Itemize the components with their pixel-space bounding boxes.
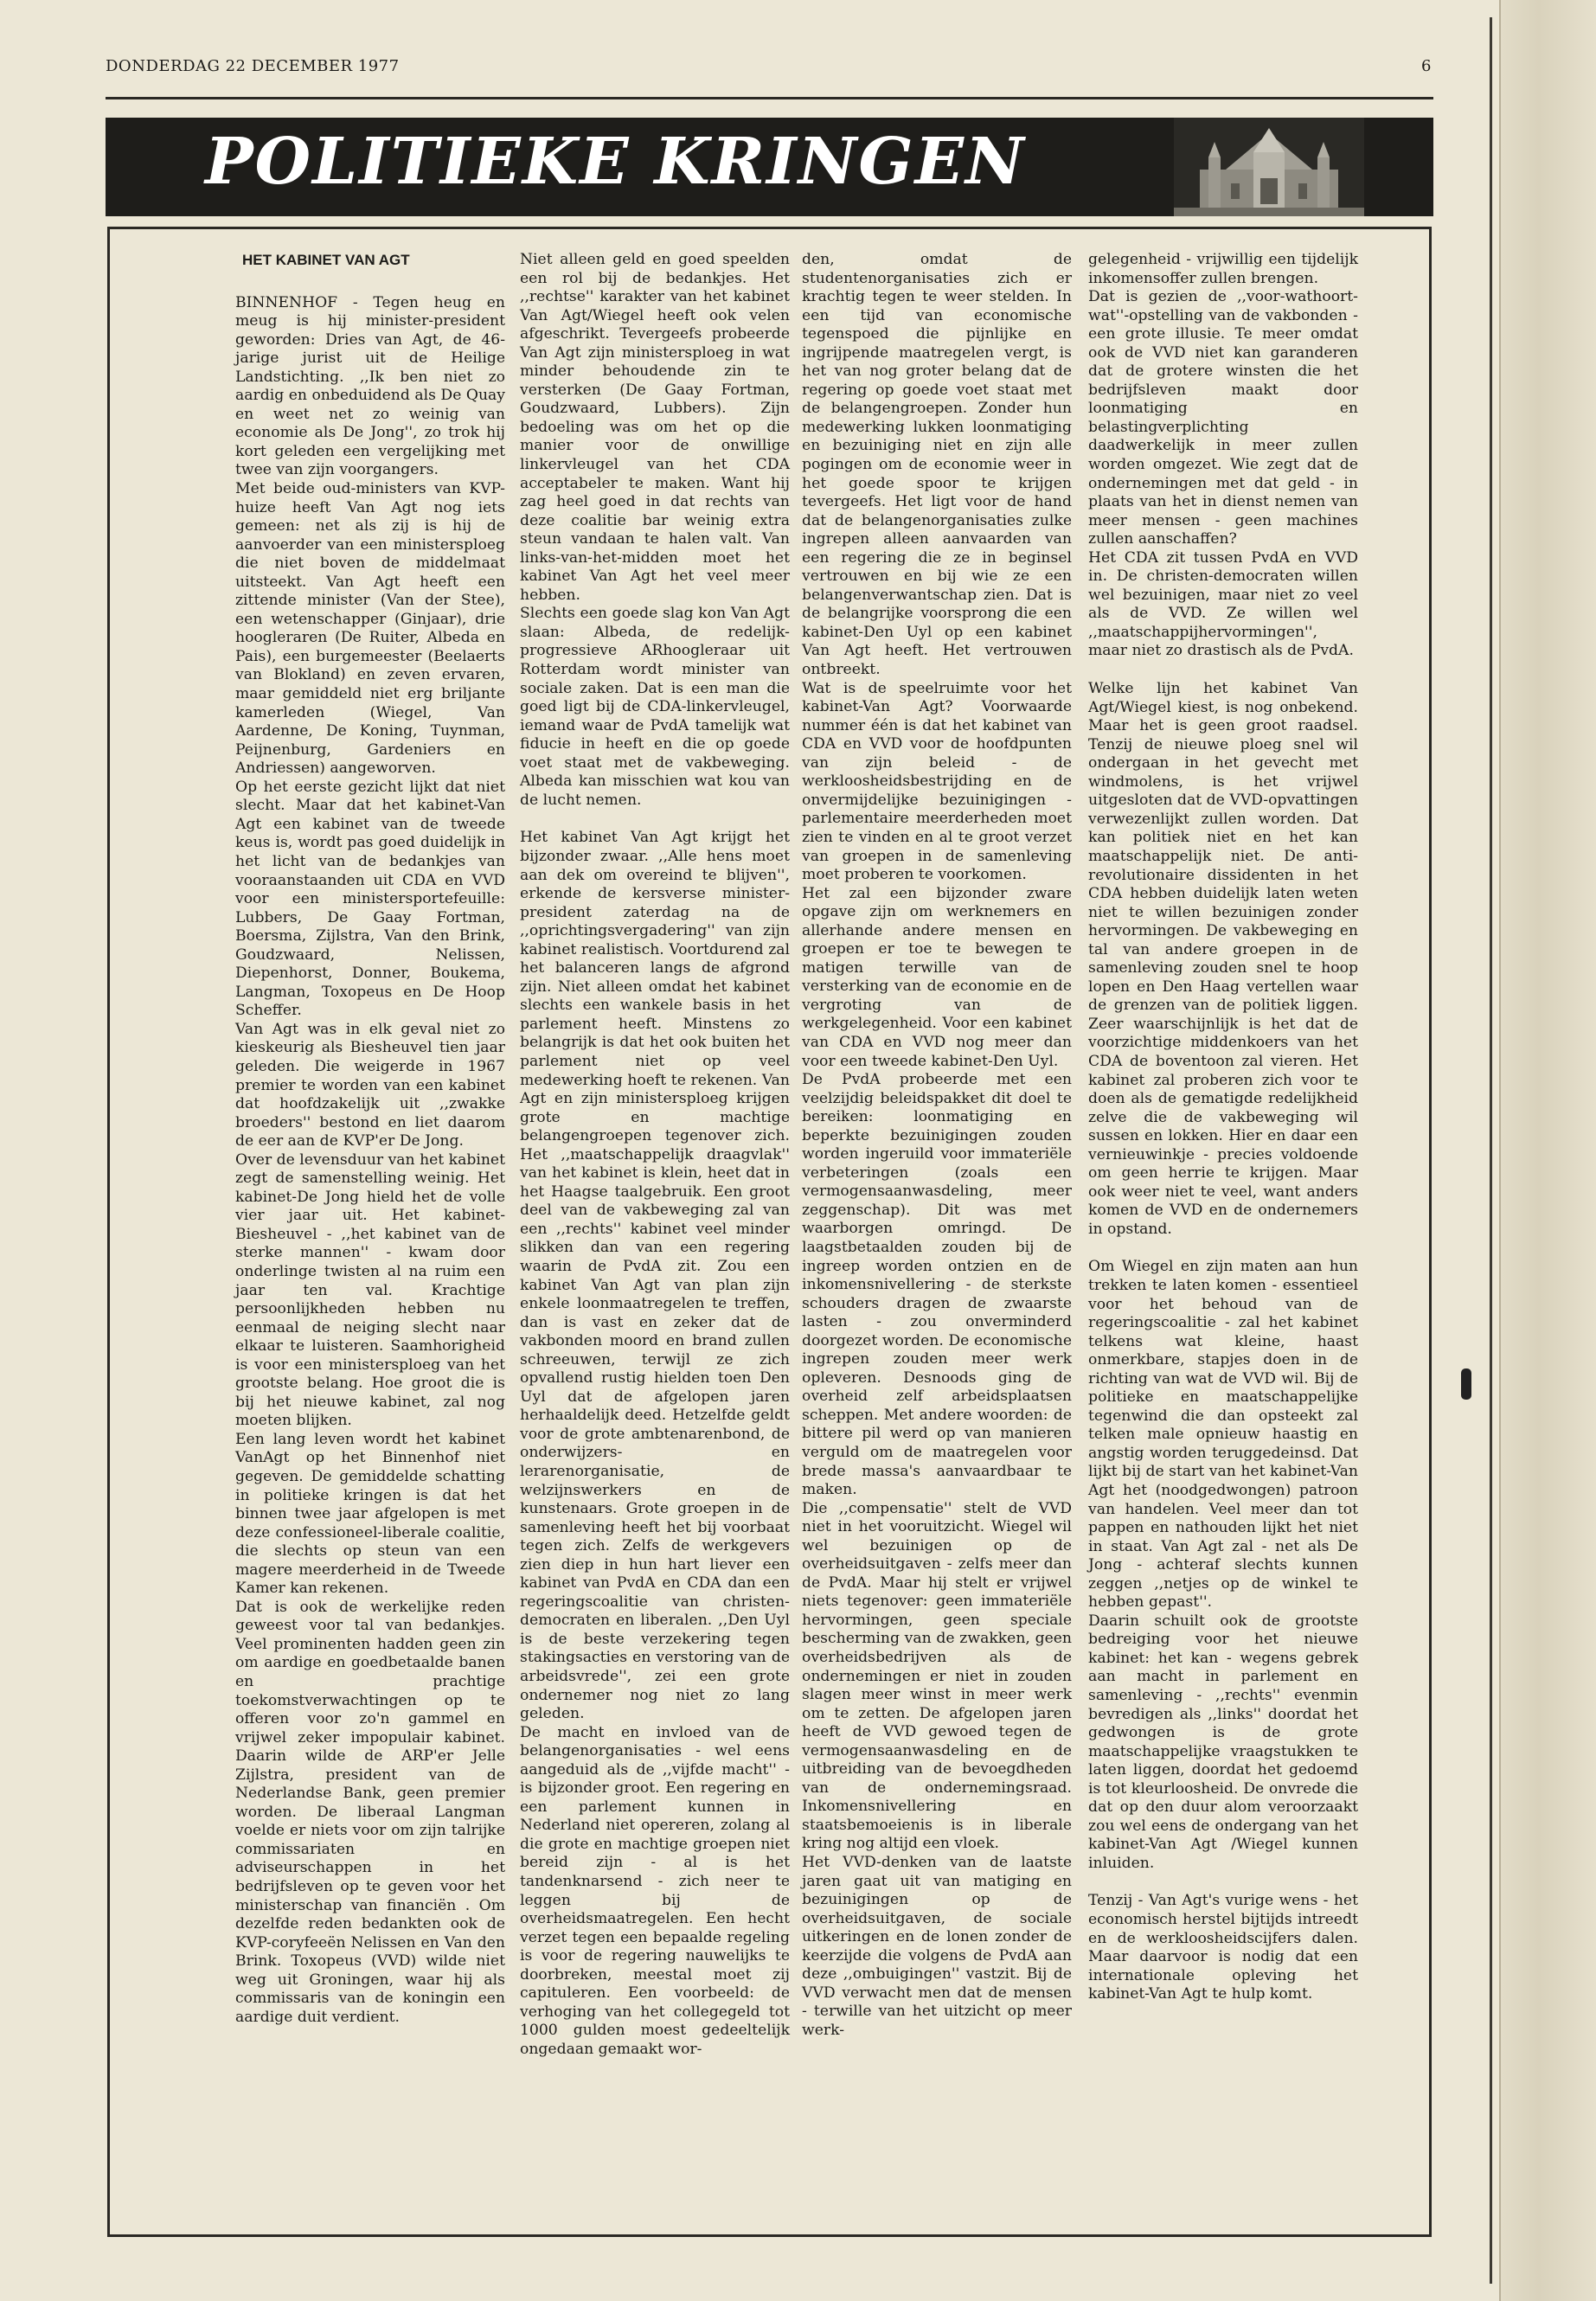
paragraph: Om Wiegel en zijn maten aan hun trekken te laten komen - essentieel voor het behoud van de regeringscoalitie - zal het kabinet telkens wat kleine, haast onmerkbare, stapjes doen in de richting van wat de VVD wil. Bij de politieke en maatschappelijke tegenwind die dan opsteekt zal telken male opnieuw haastig en angstig worden teruggedeinsd. Dat lijkt bij de start van het kabinet-Van Agt het (noodgedwongen) patroon van handelen. Veel meer dan tot pappen en nathouden lijkt het niet in staat. Van Agt zal - net als De Jong - achteraf slechts kunnen zeggen ,,netjes op de winkel te hebben gepast''.: [1088, 1258, 1358, 1612]
paragraph: De PvdA probeerde met een veelzijdig beleidspakket dit doel te bereiken: loonmatiging en beperkte bezuinigingen zouden worden ingeruild voor immateriële verbeteringen (zoals een vermogensaanwasdeling, meer zeggenschap). Dit was met waarborgen omringd. De laagstbetaalden zouden bij de ingreep worden ontzien en de inkomensnivellering - de sterkste schouders dragen de zwaarste lasten - zou onverminderd doorgezet worden. De economische ingrepen zouden meer werk opleveren. Desnoods ging de overheid zelf arbeidsplaatsen scheppen. Met andere woorden: de bittere pil werd op van manieren verguld om de maatregelen voor brede massa's aanvaardbaar te maken.: [802, 1071, 1072, 1499]
paragraph: BINNENHOF - Tegen heug en meug is hij minister-president geworden: Dries van Agt, de 46-jarige jurist uit de Heilige Landstichting. ,,Ik ben niet zo aardig en onbeduidend als De Quay en weet net zo weinig van economie als De Jong'', zo trok hij kort geleden een vergelijking met twee van zijn voorgangers.: [235, 293, 505, 479]
paragraph: Tenzij - Van Agt's vurige wens - het economisch herstel bijtijds intreedt en de werkloosheidscijfers dalen. Maar daarvoor is nodig dat een internationale opleving het kabinet-Van Agt te hulp komt.: [1088, 1892, 1358, 2003]
section-title: POLITIEKE KRINGEN: [205, 125, 1026, 199]
paragraph: Het zal een bijzonder zware opgave zijn om werknemers en allerhande andere mensen en groepen er toe te bewegen te matigen terwille van de versterking van de economie en de vergroting van de werkgelegenheid. Voor een kabinet van CDA en VVD nog meer dan voor een tweede kabinet-Den Uyl.: [802, 884, 1072, 1070]
paragraph: Dat is ook de werkelijke reden geweest voor tal van bedankjes. Veel prominenten hadden geen zin om aardige en goedbetaalde banen en prachtige toekomstverwachtingen op te offeren voor zo'n gammel en vrijwel zeker impopulair kabinet. Daarin wilde de ARP'er Jelle Zijlstra, president van de Nederlandse Bank, geen premier worden. De liberaal Langman voelde er niets voor om zijn talrijke commissariaten en adviseurschappen in het bedrijfsleven op te geven voor het ministerschap van financiën . Om dezelfde reden bedankten ook de KVP-coryfeeën Nelissen en Van den Brink. Toxopeus (VVD) wilde niet weg uit Groningen, waar hij als commissaris van de koningin een aardige duit verdient.: [235, 1598, 505, 2026]
binnenhof-building-illustration: [1174, 118, 1364, 216]
paragraph: Met beide oud-ministers van KVP-huize heeft Van Agt nog iets gemeen: net als zij is hij de aanvoerder van een ministersploeg die niet boven de middelmaat uitsteekt. Van Agt heeft een zittende minister (Van der Stee), een wetenschapper (Ginjaar), drie hoogleraren (De Ruiter, Albeda en Pais), een burgemeester (Beelaerts van Blokland) en zeven ervaren, maar gemiddeld niet erg briljante kamerleden (Wiegel, Van Aardenne, De Koning, Tuynman, Peijnenburg, Gardeniers en Andriessen) aangeworven.: [235, 480, 505, 778]
page-number: 6: [1421, 57, 1432, 75]
paragraph: Het VVD-denken van de laatste jaren gaat uit van matiging en bezuinigingen op de overheidsuitgaven, de sociale uitkeringen en de lonen zonder de keerzijde die volgens de PvdA aan deze ,,ombuigingen'' vastzit. Bij de VVD verwacht men dat de mensen - terwille van het uitzicht op meer werk-: [802, 1854, 1072, 2039]
paragraph: Slechts een goede slag kon Van Agt slaan: Albeda, de redelijk-progressieve ARhoogleraar uit Rotterdam wordt minister van sociale zaken. Dat is een man die goed ligt bij de CDA-linkervleugel, iemand waar de PvdA tamelijk wat fiducie in heeft en die op goede voet staat met de vakbeweging. Albeda kan misschien wat kou van de lucht nemen.: [520, 605, 790, 809]
paragraph: Het kabinet Van Agt krijgt het bijzonder zwaar. ,,Alle hens moet aan dek om overeind te blijven'', erkende de kersverse minister-president zaterdag na de ,,oprichtingsvergadering'' van zijn kabinet realistisch. Voortdurend zal het balanceren langs de afgrond zijn. Niet alleen omdat het kabinet slechts een wankele basis in het parlement heeft. Minstens zo belangrijk is dat het ook buiten het parlement niet op veel medewerking hoeft te rekenen. Van Agt en zijn ministersploeg krijgen grote en machtige belangengroepen tegenover zich. Het ,,maatschappelijk draagvlak'' van het kabinet is klein, heet dat in het Haagse taalgebruik. Een groot deel van de vakbeweging zal van een ,,rechts'' kabinet veel minder slikken dan van een regering waarin de PvdA zit. Zou een kabinet Van Agt van plan zijn enkele loonmaatregelen te treffen, dan is vast en zeker dat de vakbonden moord en brand zullen schreeuwen, terwijl ze zich opvallend rustig hielden toen Den Uyl dat de afgelopen jaren herhaaldelijk deed. Hetzelfde geldt voor de grote ambtenarenbond, de onderwijzers- en lerarenorganisatie, de welzijnswerkers en de kunstenaars. Grote groepen in de samenleving heeft het bij voorbaat tegen zich. Zelfs de werkgevers zien diep in hun hart liever een kabinet van PvdA en CDA dan een regeringscoalitie van christen-democraten en liberalen. ,,Den Uyl is de beste verzekering tegen stakingsacties en verstoring van de arbeidsvrede'', zei een grote ondernemer nog niet zo lang geleden.: [520, 829, 790, 1723]
page-fold-line: [1490, 17, 1492, 2284]
paragraph: gelegenheid - vrijwillig een tijdelijk inkomensoffer zullen brengen.: [1088, 251, 1358, 287]
article-column-1: [235, 251, 505, 2027]
adjacent-page-edge: [1499, 0, 1596, 2301]
article-column-2: [520, 251, 790, 2060]
article-headline: HET KABINET VAN AGT: [242, 252, 410, 268]
paragraph: Het CDA zit tussen PvdA en VVD in. De christen-democraten willen wel bezuinigen, maar niet zo veel als de VVD. Ze willen wel ,,maatschappijhervormingen'', maar niet zo drastisch als de PvdA.: [1088, 548, 1358, 660]
paragraph: Wat is de speelruimte voor het kabinet-Van Agt? Voorwaarde nummer één is dat het kabinet van CDA en VVD voor de hoofdpunten van zijn beleid - de werkloosheidsbestrijding en de onvermijdelijke bezuinigingen - parlementaire meerderheden moet zien te vinden en al te groot verzet van groepen in de samenleving moet proberen te voorkomen.: [802, 679, 1072, 884]
paragraph: Op het eerste gezicht lijkt dat niet slecht. Maar dat het kabinet-Van Agt een kabinet van de tweede keus is, wordt pas goed duidelijk in het licht van de bedankjes van vooraanstaanden uit CDA en VVD voor een ministersportefeuille: Lubbers, De Gaay Fortman, Boersma, Zijlstra, Van den Brink, Goudzwaard, Nelissen, Diepenhorst, Donner, Boukema, Langman, Toxopeus en De Hoop Scheffer.: [235, 778, 505, 1020]
issue-date: DONDERDAG 22 DECEMBER 1977: [106, 57, 400, 75]
paragraph: De macht en invloed van de belangenorganisaties - wel eens aangeduid als de ,,vijfde macht'' - is bijzonder groot. Een regering en een parlement kunnen in Nederland niet opereren, zolang al die grote en machtige groepen niet bereid zijn - al is het tandenknarsend - zich neer te leggen bij de overheidsmaatregelen. Een hecht verzet tegen een bepaalde regeling is voor de regering nauwelijks te doorbreken, meestal moet zij capituleren. Een voorbeeld: de verhoging van het collegegeld tot 1000 gulden moest gedeeltelijk ongedaan gemaakt wor-: [520, 1723, 790, 2058]
margin-mark: [1461, 1368, 1471, 1400]
paragraph: Welke lijn het kabinet Van Agt/Wiegel kiest, is nog onbekend. Maar het is geen groot raadsel. Tenzij de nieuwe ploeg snel wil ondergaan in het gevecht met windmolens, is het vrijwel uitgesloten dat de VVD-opvattingen verwezenlijkt zullen worden. Dat kan politiek niet en het kan maatschappelijk niet. De anti-revolutionaire dissidenten in het CDA hebben duidelijk laten weten niet te willen bezuinigen zonder hervormingen. De vakbeweging en tal van andere groepen in de samenleving zouden snel te hoop lopen en Den Haag vertellen waar de grenzen van de politiek liggen. Zeer waarschijnlijk is het dat de voorzichtige middenkoers van het CDA de boventoon zal vieren. Het kabinet zal proberen zich voor te doen als de gematigde redelijkheid zelve die de vakbeweging wil sussen en lokken. Hier en daar een vernieuwinkje - precies voldoende om geen herrie te krijgen. Maar ook weer niet te veel, want anders komen de VVD en de ondernemers in opstand.: [1088, 680, 1358, 1238]
paragraph: Over de levensduur van het kabinet zegt de samenstelling weinig. Het kabinet-De Jong hield het de volle vier jaar uit. Het kabinet-Biesheuvel - ,,het kabinet van de sterke mannen'' - kwam door onderlinge twisten al na ruim een jaar ten val. Krachtige persoonlijkheden hebben nu eenmaal de neiging slecht naar elkaar te luisteren. Saamhorigheid is voor een ministersploeg van het grootste belang. Hoe groot die is bij het nieuwe kabinet, zal nog moeten blijken.: [235, 1150, 505, 1430]
paragraph: Die ,,compensatie'' stelt de VVD niet in het vooruitzicht. Wiegel wil wel bezuinigen op de overheidsuitgaven - zelfs meer dan de PvdA. Maar hij stelt er vrijwel niets tegenover: geen immateriële hervormingen, geen speciale bescherming van de zwakken, geen overheidsbedrijven als de ondernemingen er niet in zouden slagen meer winst in meer werk om te zetten. De afgelopen jaren heeft de VVD gewoed tegen de vermogensaanwasdeling en de uitbreiding van de bevoegdheden van de ondernemingsraad. Inkomensnivellering en staatsbemoeienis is in liberale kring nog altijd een vloek.: [802, 1499, 1072, 1853]
section-banner: [106, 118, 1433, 216]
paragraph: Van Agt was in elk geval niet zo kieskeurig als Biesheuvel tien jaar geleden. Die weigerde in 1967 premier te worden van een kabinet dat hoofdzakelijk uit ,,zwakke broeders'' bestond en liet daarom de eer aan de KVP'er De Jong.: [235, 1020, 505, 1150]
paragraph: Niet alleen geld en goed speelden een rol bij de bedankjes. Het ,,rechtse'' karakter van het kabinet Van Agt/Wiegel heeft ook velen afgeschrikt. Tevergeefs probeerde Van Agt zijn ministersploeg in wat minder behoudende zin te versterken (De Gaay Fortman, Goudzwaard, Lubbers). Zijn bedoeling was om het op die manier voor de onwillige linkervleugel van het CDA acceptabeler te maken. Want hij zag heel goed in dat rechts van deze coalitie bar weinig extra steun vandaan te halen valt. Van links-van-het-midden moet het kabinet Van Agt het veel meer hebben.: [520, 251, 790, 604]
header-rule: [106, 97, 1433, 99]
article-column-4: [1088, 251, 1358, 2004]
paragraph: Daarin schuilt ook de grootste bedreiging voor het nieuwe kabinet: het kan - wegens gebrek aan macht in parlement en samenleving - ,,rechts'' evenmin bevredigen als ,,links'' doordat het gedwongen is de grote maatschappelijke vraagstukken te laten liggen, doordat het gedoemd is tot kleurloosheid. De onvrede die dat op den duur alom veroorzaakt zou wel eens de ondergang van het kabinet-Van Agt /Wiegel kunnen inluiden.: [1088, 1612, 1358, 1872]
article-column-3: [802, 251, 1072, 2041]
paragraph: den, omdat de studentenorganisaties zich er krachtig tegen te weer stelden. In een tijd van economische tegenspoed die pijnlijke en ingrijpende maatregelen vergt, is het van nog groter belang dat de regering op goede voet staat met de belangengroepen. Zonder hun medewerking lukken loonmatiging en bezuiniging niet en zijn alle pogingen om de economie weer in het goede spoor te krijgen tevergeefs. Het ligt voor de hand dat de belangenorganisaties zulke ingrepen alleen aanvaarden van een regering die ze in beginsel vertrouwen en bij wie ze een belangenverwantschap zien. Dat is de belangrijke voorsprong die een kabinet-Den Uyl op een kabinet Van Agt heeft. Het vertrouwen ontbreekt.: [802, 251, 1072, 679]
paragraph: Dat is gezien de ,,voor-wathoort-wat''-opstelling van de vakbonden - een grote illusie. Te meer omdat ook de VVD niet kan garanderen dat de grotere winsten die het bedrijfsleven maakt door loonmatiging en belastingverplichting daadwerkelijk in meer zullen worden omgezet. Wie zegt dat de ondernemingen met dat geld - in plaats van het in dienst nemen van meer mensen - geen machines zullen aanschaffen?: [1088, 288, 1358, 548]
paragraph: Een lang leven wordt het kabinet VanAgt op het Binnenhof niet gegeven. De gemiddelde schatting in politieke kringen is dat het binnen twee jaar afgelopen is met deze confessioneel-liberale coalitie, die slechts op steun van een magere meerderheid in de Tweede Kamer kan rekenen.: [235, 1430, 505, 1598]
